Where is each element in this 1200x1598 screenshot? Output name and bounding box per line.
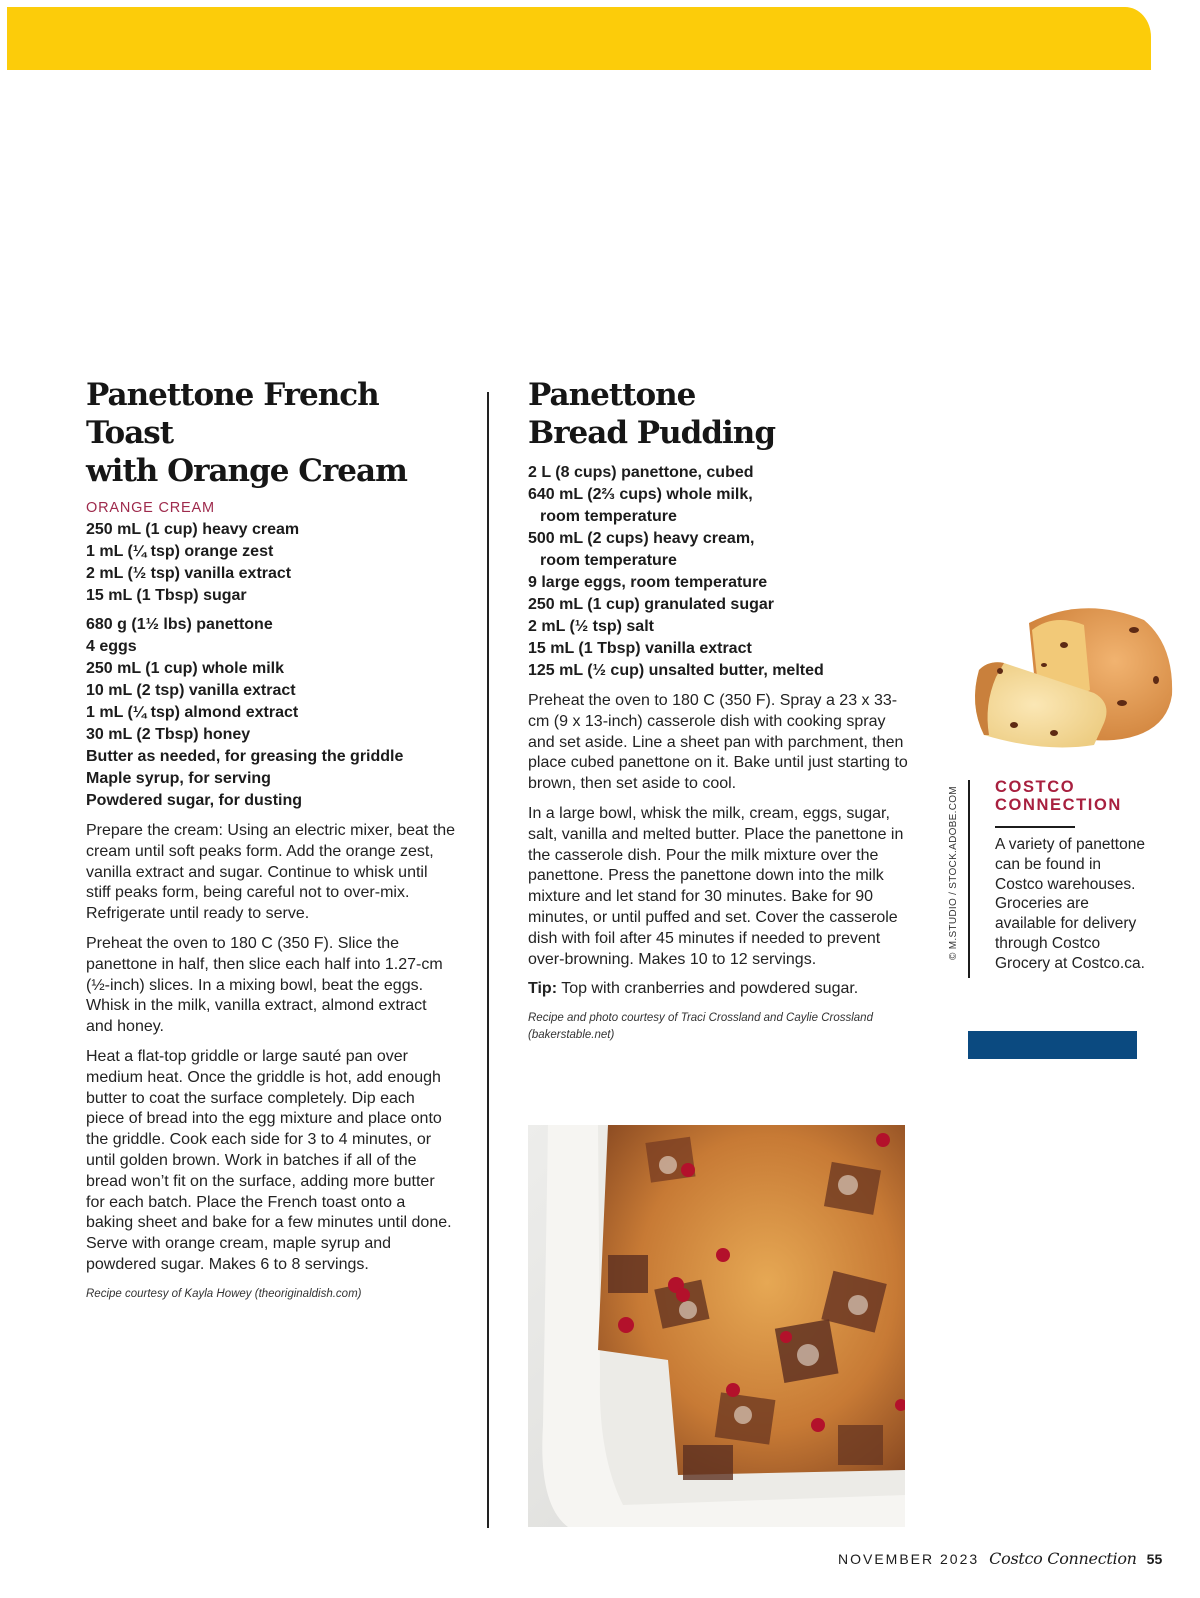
ingredient: Maple syrup, for serving bbox=[86, 770, 271, 787]
recipe-french-toast bbox=[86, 376, 456, 1303]
ingredient: 15 mL (1 Tbsp) vanilla extract bbox=[528, 640, 752, 657]
bread-pudding-photo bbox=[528, 1125, 905, 1527]
sidebar-blue-bar bbox=[968, 1031, 1137, 1059]
ingredient: Butter as needed, for greasing the griddle bbox=[86, 748, 404, 765]
column-divider bbox=[487, 392, 489, 1528]
instruction-step: Heat a flat-top griddle or large sauté pan over medium heat. Once the griddle is hot, add enough butter to coat the surface completely. Dip each piece of bread into the egg mixture and place onto the griddle. Cook each side for 3 to 4 minutes, or until golden brown. Work in batches if all of the bread won’t fit on the surface, adding more butter for each batch. Place the French toast onto a baking sheet and bake for a few minutes until done. Serve with orange cream, maple syrup and powdered sugar. Makes 6 to 8 servings. bbox=[86, 1047, 452, 1273]
page-number: 55 bbox=[1146, 1551, 1163, 1567]
ingredient: 640 mL (2⅔ cups) whole milk, room temperature bbox=[528, 486, 753, 525]
tip-text: Top with cranberries and powdered sugar. bbox=[557, 980, 859, 998]
title-line-2: Bread Pudding bbox=[528, 415, 776, 451]
ingredient-list bbox=[528, 462, 913, 682]
ingredient: 250 mL (1 cup) granulated sugar bbox=[528, 596, 774, 613]
recipe-credit: Recipe and photo courtesy of Traci Crossland and Caylie Crossland (bakerstable.net) bbox=[528, 1012, 873, 1042]
issue-date: NOVEMBER 2023 bbox=[838, 1551, 980, 1567]
ingredient: 2 L (8 cups) panettone, cubed bbox=[528, 464, 754, 481]
ingredient: 500 mL (2 cups) heavy cream, room temperature bbox=[528, 530, 755, 569]
ingredient: 680 g (1½ lbs) panettone bbox=[86, 616, 273, 633]
bread-pudding-image bbox=[528, 1125, 905, 1527]
panettone-photo bbox=[944, 585, 1176, 750]
ingredient: 1 mL (¼ tsp) almond extract bbox=[86, 704, 299, 721]
photo-credit: © M.STUDIO / STOCK.ADOBE.COM bbox=[948, 786, 959, 960]
ingredient: 2 mL (½ tsp) vanilla extract bbox=[86, 565, 292, 582]
instruction-step: Preheat the oven to 180 C (350 F). Spray a 23 x 33-cm (9 x 13-inch) casserole dish with cooking spray and set aside. Line a sheet pan with parchment, then place cubed panettone on it. Bake until just starting to brown, then set aside to cool. bbox=[528, 692, 908, 793]
sidebar-title-line-2: CONNECTION bbox=[995, 796, 1122, 814]
cream-ingredient-list bbox=[86, 519, 456, 607]
ingredient: 125 mL (½ cup) unsalted butter, melted bbox=[528, 662, 824, 679]
recipe-bread-pudding bbox=[528, 376, 913, 1044]
page-footer bbox=[838, 1549, 1162, 1573]
costco-connection-sidebar bbox=[995, 778, 1145, 974]
instruction-step: In a large bowl, whisk the milk, cream, eggs, sugar, salt, vanilla and melted butter. Place the panettone in the casserole dish. Pour the milk mixture over the panettone. Press the panettone down into the milk mixture and let stand for 30 minutes. Bake for 90 minutes, or until puffed and set. Cover the casserole dish with foil after 45 minutes if needed to prevent over-browning. Makes 10 to 12 servings. bbox=[528, 804, 904, 968]
section-label-orange-cream: ORANGE CREAM bbox=[86, 500, 215, 516]
recipe-title bbox=[86, 376, 456, 490]
ingredient: 10 mL (2 tsp) vanilla extract bbox=[86, 682, 296, 699]
main-ingredient-list bbox=[86, 614, 456, 812]
ingredient: 2 mL (½ tsp) salt bbox=[528, 618, 654, 635]
sidebar-title-line-1: COSTCO bbox=[995, 778, 1076, 796]
tip-label: Tip: bbox=[528, 980, 558, 998]
title-line-1: Panettone French Toast bbox=[86, 377, 379, 451]
ingredient: 30 mL (2 Tbsp) honey bbox=[86, 726, 251, 743]
panettone-image bbox=[944, 585, 1176, 750]
ingredient: 1 mL (¼ tsp) orange zest bbox=[86, 543, 274, 560]
ingredient: 15 mL (1 Tbsp) sugar bbox=[86, 587, 247, 604]
sidebar-rule bbox=[995, 826, 1075, 828]
title-line-1: Panettone bbox=[528, 377, 696, 413]
ingredient: 250 mL (1 cup) whole milk bbox=[86, 660, 284, 677]
magazine-name: Costco Connection bbox=[989, 1549, 1137, 1568]
sidebar-title bbox=[995, 778, 1145, 814]
sidebar-text: A variety of panettone can be found in Costco warehouses. Groceries are available for delivery through Costco Grocery at Costco.ca. bbox=[995, 836, 1145, 972]
recipe-tip bbox=[528, 979, 913, 1000]
ingredient: Powdered sugar, for dusting bbox=[86, 792, 303, 809]
ingredient: 250 mL (1 cup) heavy cream bbox=[86, 521, 300, 538]
sidebar-vertical-rule bbox=[968, 780, 970, 978]
title-line-2: with Orange Cream bbox=[86, 453, 407, 489]
ingredient: 4 eggs bbox=[86, 638, 137, 655]
ingredient: 9 large eggs, room temperature bbox=[528, 574, 768, 591]
recipe-credit: Recipe courtesy of Kayla Howey (theoriginaldish.com) bbox=[86, 1287, 362, 1300]
header-color-bar bbox=[7, 7, 1151, 70]
recipe-title bbox=[528, 376, 913, 452]
instruction-step: Prepare the cream: Using an electric mixer, beat the cream until soft peaks form. Add the orange zest, vanilla extract and sugar. Continue to whisk until stiff peaks form, being careful not to over-mix. Refrigerate until ready to serve. bbox=[86, 822, 456, 923]
instruction-step: Preheat the oven to 180 C (350 F). Slice the panettone in half, then slice each half into 1.27-cm (½-inch) slices. In a mixing bowl, beat the eggs. Whisk in the milk, vanilla extract, almond extract and honey. bbox=[86, 934, 443, 1036]
